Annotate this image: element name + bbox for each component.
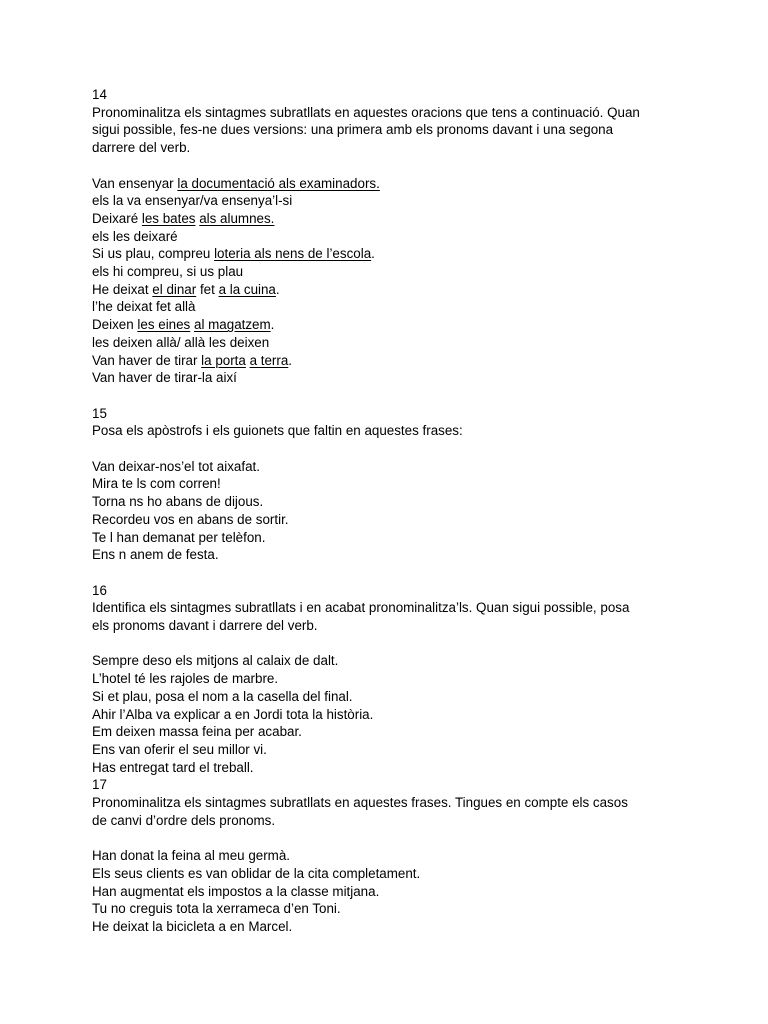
exercise-number: 15 (92, 405, 107, 421)
answer: els les deixaré (92, 228, 178, 244)
instruction-line: Pronominalitza els sintagmes subratllats en aquestes oracions que tens a continuació. Quan (92, 104, 640, 120)
sentence (92, 281, 652, 299)
sentence-text: He deixat (92, 281, 153, 297)
underlined-phrase: el dinar (152, 281, 197, 297)
sentence: Han augmentat els impostos a la classe mitjana. (92, 883, 380, 899)
instruction-line: Posa els apòstrofs i els guionets que faltin en aquestes frases: (92, 423, 463, 439)
sentence: Tu no creguis tota la xerrameca d’en Toni. (92, 901, 341, 917)
sentence-text: . (275, 281, 280, 297)
blank-line (92, 157, 652, 175)
answer: Van haver de tirar-la així (92, 370, 237, 386)
instruction-line: de canvi d’ordre dels pronoms. (92, 812, 276, 828)
sentence: Te l han demanat per telèfon. (92, 529, 266, 545)
exercise-number: 16 (92, 582, 107, 598)
sentence-text: Si us plau, compreu (92, 246, 215, 262)
sentence: L’hotel té les rajoles de marbre. (92, 671, 279, 687)
instruction-line: sigui possible, fes-ne dues versions: una primera amb els pronoms davant i una segona (92, 122, 614, 138)
exercise-17 (92, 776, 652, 935)
sentence-text: . (288, 352, 293, 368)
underlined-phrase: la documentació als examinadors. (177, 175, 380, 191)
underlined-phrase: a la cuina (218, 281, 276, 297)
instruction-line: els pronoms davant i darrere del verb. (92, 618, 318, 634)
sentence: Ens van oferir el seu millor vi. (92, 741, 267, 757)
answer: els hi compreu, si us plau (92, 264, 244, 280)
sentence: Has entregat tard el treball. (92, 759, 254, 775)
sentence: Sempre deso els mitjons al calaix de dalt. (92, 653, 339, 669)
underlined-phrase: loteria als nens de l’escola (214, 246, 372, 262)
sentence-text: . (270, 317, 275, 333)
sentence-text: Deixaré (92, 210, 142, 226)
sentence: Em deixen massa feina per acabar. (92, 724, 302, 740)
exercise-14 (92, 86, 652, 387)
blank-line (92, 387, 652, 405)
sentence-text: Deixen (92, 317, 138, 333)
sentence: Recordeu vos en abans de sortir. (92, 511, 289, 527)
blank-line (92, 440, 652, 458)
underlined-phrase: als alumnes. (199, 210, 275, 226)
exercise-number: 17 (92, 777, 107, 793)
sentence: Han donat la feina al meu germà. (92, 848, 291, 864)
underlined-phrase: la porta (201, 352, 246, 368)
sentence (92, 210, 652, 228)
instruction-line: Identifica els sintagmes subratllats i en acabat pronominalitza’ls. Quan sigui possible, posa (92, 600, 630, 616)
sentence-text: fet (196, 281, 219, 297)
sentence-text: Van haver de tirar (92, 352, 202, 368)
instruction-line: darrere del verb. (92, 140, 191, 156)
sentence: Ens n anem de festa. (92, 547, 219, 563)
sentence (92, 175, 652, 193)
sentence: Van deixar-nos’el tot aixafat. (92, 458, 260, 474)
sentence (92, 352, 652, 370)
sentence-text: . (371, 246, 375, 262)
sentence: Si et plau, posa el nom a la casella del final. (92, 688, 353, 704)
underlined-phrase: a terra (249, 352, 289, 368)
underlined-phrase: les eines (137, 317, 191, 333)
sentence (92, 316, 652, 334)
blank-line (92, 635, 652, 653)
underlined-phrase: les bates (141, 210, 196, 226)
answer: les deixen allà/ allà les deixen (92, 334, 270, 350)
sentence: He deixat la bicicleta a en Marcel. (92, 918, 293, 934)
blank-line (92, 564, 652, 582)
sentence: Torna ns ho abans de dijous. (92, 494, 264, 510)
sentence: Ahir l’Alba va explicar a en Jordi tota la història. (92, 706, 374, 722)
underlined-phrase: al magatzem (194, 317, 271, 333)
instruction-line: Pronominalitza els sintagmes subratllats en aquestes frases. Tingues en compte els casos (92, 795, 628, 811)
blank-line (92, 829, 652, 847)
exercise-15 (92, 405, 652, 564)
sentence: Mira te ls com corren! (92, 476, 221, 492)
exercise-16 (92, 582, 652, 777)
answer: els la va ensenyar/va ensenya’l-si (92, 193, 293, 209)
exercise-number: 14 (92, 87, 107, 102)
sentence: Els seus clients es van oblidar de la cita completament. (92, 865, 421, 881)
document-page (92, 86, 652, 936)
sentence-text: Van ensenyar (92, 175, 178, 191)
sentence (92, 245, 652, 263)
answer: l’he deixat fet allà (92, 299, 196, 315)
